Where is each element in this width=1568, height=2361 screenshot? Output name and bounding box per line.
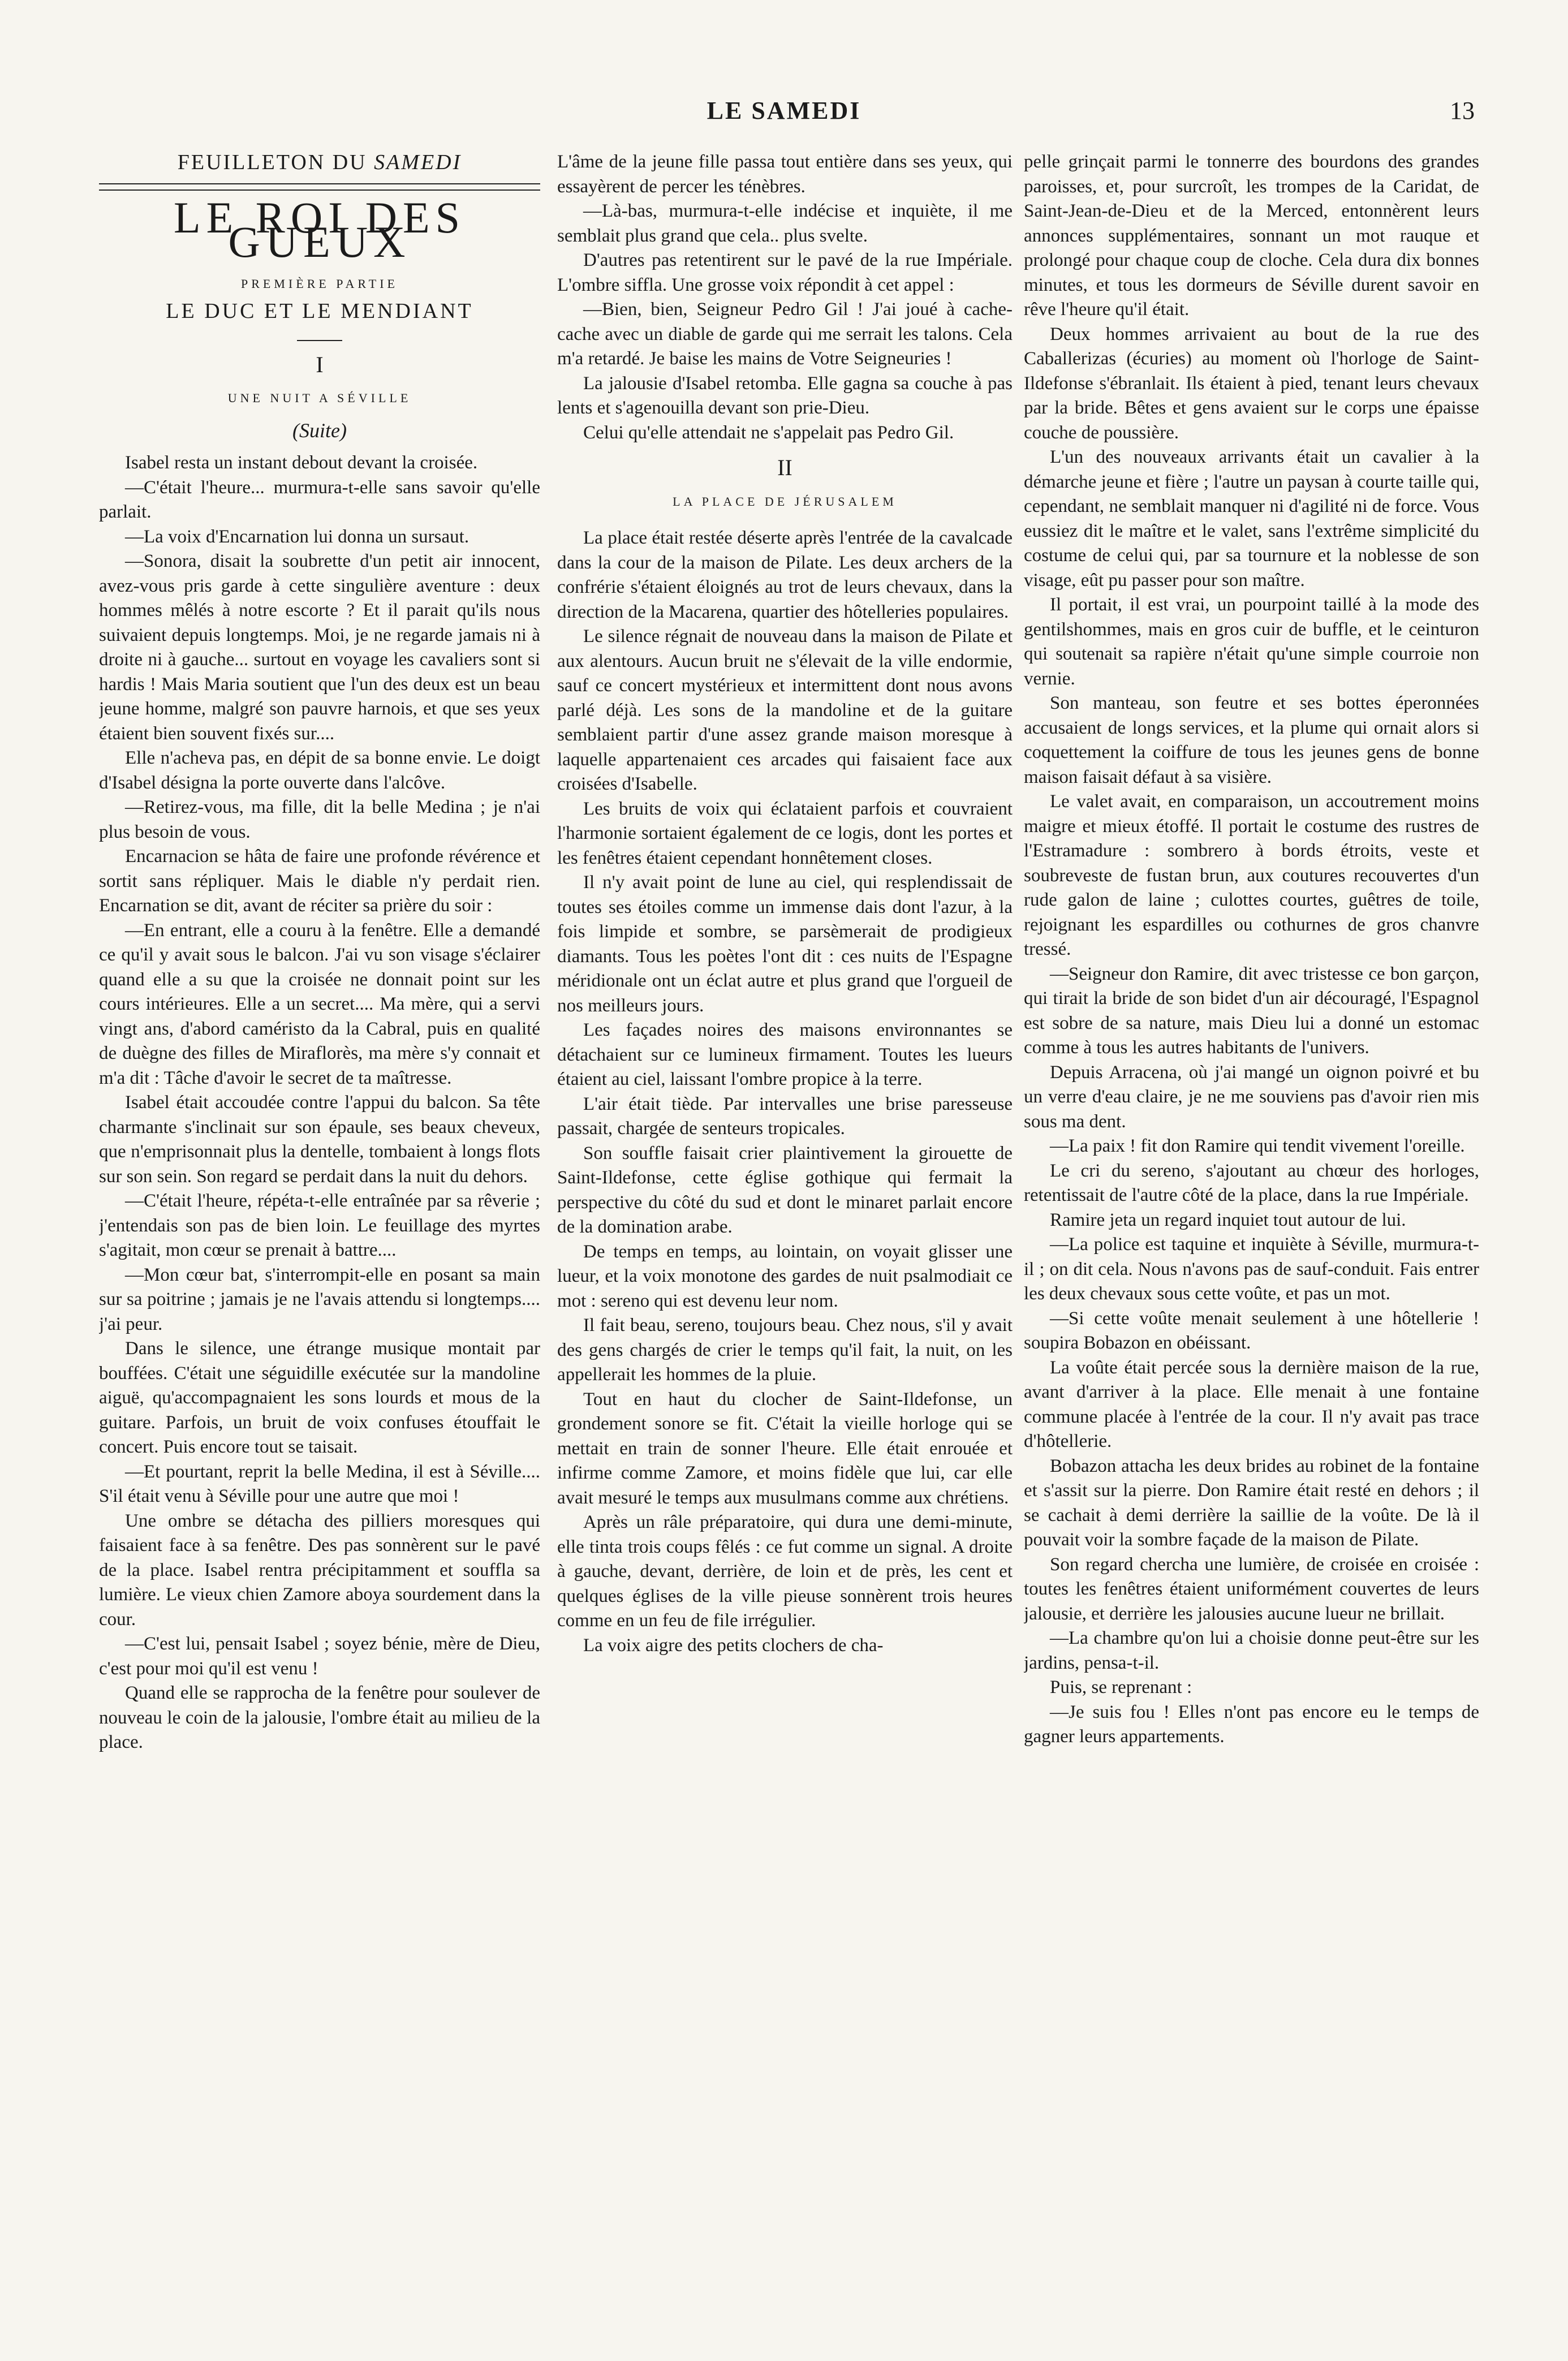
paragraph: —Là-bas, murmura-t-elle indécise et inquiète, il me semblait plus grand que cela.. plus svelte. bbox=[557, 201, 1013, 246]
paragraph: —Si cette voûte menait seulement à une hôtellerie ! soupira Bobazon en obéissant. bbox=[1024, 1308, 1479, 1353]
paragraph: —Seigneur don Ramire, dit avec tristesse ce bon garçon, qui tirait la bride de son bidet d'un air découragé, l'Espagnol est sobre de sa nature, mais Dieu lui a donné un estomac comme à tous les autres habitants de l'univers. bbox=[1024, 963, 1479, 1058]
running-title: LE SAMEDI bbox=[707, 97, 861, 124]
paragraph: Tout en haut du clocher de Saint-Ildefonse, un grondement sonore se fit. C'était la vieille horloge qui se mettait en train de sonner l'heure. Elle était enrouée et infirme comme Zamore, et moins fidèle que lui, car elle avait mesuré le temps aux musulmans comme aux chrétiens. bbox=[557, 1389, 1013, 1508]
chapter-title: UNE NUIT A SÉVILLE bbox=[227, 391, 412, 405]
paragraph: Bobazon attacha les deux brides au robinet de la fontaine et s'assit sur la pierre. Don Ramire était resté en dehors ; il se cachait à demi derrière la saillie de la voûte. De là il pouvait voir la sombre façade de la maison de Pilate. bbox=[1024, 1455, 1479, 1550]
feuilleton-heading bbox=[99, 150, 540, 175]
paragraph: La jalousie d'Isabel retomba. Elle gagna sa couche à pas lents et s'agenouilla devant son prie-Dieu. bbox=[557, 373, 1013, 418]
paragraph: —La chambre qu'on lui a choisie donne peut-être sur les jardins, pensa-t-il. bbox=[1024, 1628, 1479, 1673]
paragraph: La place était restée déserte après l'entrée de la cavalcade dans la cour de la maison de Pilate. Les deux archers de la confrérie s'étaient éloignés au trot de leurs chevaux, dans la direction de la Macarena, quartier des hôtelleries populaires. bbox=[557, 528, 1013, 622]
column-3-body bbox=[1024, 150, 1479, 1750]
chapter-number: II bbox=[777, 455, 792, 480]
paragraph: Depuis Arracena, où j'ai mangé un oignon poivré et bu un verre d'eau claire, je ne me souviens pas d'avoir rien mis sous ma dent. bbox=[1024, 1062, 1479, 1132]
paragraph: Isabel était accoudée contre l'appui du balcon. Sa tête charmante s'inclinait sur son épaule, ses beaux cheveux, que n'emprisonnait plus la dentelle, tombaient à longs flots sur son sein. Son regard se perdait dans la nuit du dehors. bbox=[99, 1092, 540, 1187]
paragraph: —Retirez-vous, ma fille, dit la belle Medina ; je n'ai plus besoin de vous. bbox=[99, 797, 540, 842]
serial-title: LE ROI DES GUEUX bbox=[174, 192, 466, 266]
short-divider bbox=[297, 340, 342, 341]
paragraph: Deux hommes arrivaient au bout de la rue des Caballerizas (écuries) au moment où l'horloge de Saint-Ildefonse s'ébranlait. Ils étaient à pied, tenant leurs chevaux par la bride. Bêtes et gens avaient sur le corps une épaisse couche de poussière. bbox=[1024, 324, 1479, 443]
page-number: 13 bbox=[1450, 97, 1475, 124]
chapter-title: LA PLACE DE JÉRUSALEM bbox=[673, 494, 897, 509]
paragraph: —Sonora, disait la soubrette d'un petit air innocent, avez-vous pris garde à cette singulière aventure : deux hommes mêlés à notre escorte ? Et il parait qu'ils nous suivaient depuis longtemps. Moi, je ne regarde jamais ni à droite ni à gauche... surtout en voyage les cavaliers sont si hardis ! Mais Maria soutient que l'un des deux est un beau jeune homme, malgré son pauvre harnois, et que ses yeux étaient bien souvent fixés sur.... bbox=[99, 551, 540, 744]
paragraph: Le cri du sereno, s'ajoutant au chœur des horloges, retentissait de l'autre côté de la place, dans la rue Impériale. bbox=[1024, 1160, 1479, 1205]
paragraph: L'air était tiède. Par intervalles une brise paresseuse passait, chargée de senteurs tropicales. bbox=[557, 1093, 1013, 1139]
paragraph: Après un râle préparatoire, qui dura une demi-minute, elle tinta trois coups fêlés : ce fut comme un signal. A droite à gauche, devant, derrière, de loin et de près, les cent et quelques églises de la ville pieuse sonnèrent trois heures comme en un feu de file irrégulier. bbox=[557, 1512, 1013, 1631]
title-rule bbox=[99, 183, 540, 191]
part-label: PREMIÈRE PARTIE bbox=[241, 276, 398, 291]
paragraph: —Bien, bien, Seigneur Pedro Gil ! J'ai joué à cache-cache avec un diable de garde qui me serrait les talons. Cela m'a retardé. Je baise les mains de Votre Seigneuries ! bbox=[557, 299, 1013, 369]
paragraph: Les façades noires des maisons environnantes se détachaient sur ce lumineux firmament. Toutes les lueurs étaient au ciel, laissant l'ombre propice à la terre. bbox=[557, 1020, 1013, 1089]
paragraph: —Mon cœur bat, s'interrompit-elle en posant sa main sur sa poitrine ; jamais je ne l'avais attendu si longtemps.... j'ai peur. bbox=[99, 1264, 540, 1334]
paragraph: pelle grinçait parmi le tonnerre des bourdons des grandes paroisses, et, pour surcroît, les trompes de la Caridat, de Saint-Jean-de-Dieu et de la Merced, entonnèrent leurs annonces supplémentaires, sonnant un mot rauque et prolongé pour chaque coup de cloche. Cela dura dix bonnes minutes, et tous les dormeurs de Séville durent savoir en rêve l'heure qu'il était. bbox=[1024, 152, 1479, 320]
paragraph: La voûte était percée sous la dernière maison de la rue, avant d'arriver à la place. Elle menait à une fontaine commune placée à l'entrée de la cour. Il n'y avait pas trace d'hôtellerie. bbox=[1024, 1357, 1479, 1451]
paragraph: Celui qu'elle attendait ne s'appelait pas Pedro Gil. bbox=[583, 422, 954, 443]
paragraph: —C'était l'heure... murmura-t-elle sans savoir qu'elle parlait. bbox=[99, 477, 540, 522]
paragraph: Ramire jeta un regard inquiet tout autour de lui. bbox=[1050, 1209, 1406, 1230]
paragraph: —C'est lui, pensait Isabel ; soyez bénie, mère de Dieu, c'est pour moi qu'il est venu ! bbox=[99, 1634, 540, 1679]
paragraph: —En entrant, elle a couru à la fenêtre. Elle a demandé ce qu'il y avait sous le balcon. J'ai vu son visage s'éclairer quand elle a su que la croisée ne donnait point sur les cours intérieures. Elle a un secret.... Ma mère, qui a servi vingt ans, d'abord caméristo da la Cabral, puis en qualité de duègne des filles de Miraflorès, ma mère s'y connait et m'a dit : Tâche d'avoir le secret de ta maîtresse. bbox=[99, 920, 540, 1088]
column-1-body bbox=[99, 451, 540, 1755]
paragraph: Le valet avait, en comparaison, un accoutrement moins maigre et mieux étoffé. Il portait le costume des rustres de l'Estramadure : sombrero à bords étroits, veste et soubreveste de fustan brun, aux coutures recouvertes d'un rude galon de laine ; culottes courtes, guêtres de toile, rejoignant les espardilles ou cothurnes de gros chanvre tressé. bbox=[1024, 791, 1479, 959]
paragraph: —Je suis fou ! Elles n'ont pas encore eu le temps de gagner leurs appartements. bbox=[1024, 1701, 1479, 1747]
part-title: LE DUC ET LE MENDIANT bbox=[166, 299, 473, 323]
paragraph: L'un des nouveaux arrivants était un cavalier à la démarche jeune et fière ; l'autre un paysan à courte taille qui, cependant, ne semblait manquer ni d'agilité ni de force. Vous eussiez dit le maître et le valet, sans l'extrême simplicité du costume de celui qui, par sa tournure et la noblesse de son visage, eût pu passer pour son maître. bbox=[1024, 447, 1479, 591]
paragraph: L'âme de la jeune fille passa tout entière dans ses yeux, qui essayèrent de percer les ténèbres. bbox=[557, 152, 1013, 197]
paragraph: Une ombre se détacha des pilliers moresques qui faisaient face à sa fenêtre. Des pas sonnèrent sur le pavé de la place. Isabel rentra précipitamment et souffla sa lumière. Le vieux chien Zamore aboya sourdement dans la cour. bbox=[99, 1510, 540, 1630]
paragraph: Il fait beau, sereno, toujours beau. Chez nous, s'il y avait des gens chargés de crier le temps qu'il fait, la nuit, on les appellerait les hommes de la pluie. bbox=[557, 1315, 1013, 1385]
suite-label: (Suite) bbox=[292, 419, 347, 442]
paragraph: Son regard chercha une lumière, de croisée en croisée : toutes les fenêtres étaient uniformément couvertes de leurs jalousie, et derrière les jalousies aucune lueur ne brillait. bbox=[1024, 1554, 1479, 1624]
paragraph: Son manteau, son feutre et ses bottes éperonnées accusaient de longs services, et la plume qui ornait alors si coquettement la coiffure de tous les jeunes gens de bonne maison faisait défaut à sa visière. bbox=[1024, 693, 1479, 787]
column-1 bbox=[99, 148, 540, 2298]
paragraph: —C'était l'heure, répéta-t-elle entraînée par sa rêverie ; j'entendais son pas de bien loin. Le feuillage des myrtes s'agitait, mon cœur se prenait à battre.... bbox=[99, 1191, 540, 1260]
paragraph: —La police est taquine et inquiète à Séville, murmura-t-il ; on dit cela. Nous n'avons pas de sauf-conduit. Fais entrer les deux chevaux sous cette voûte, et pas un mot. bbox=[1024, 1234, 1479, 1304]
paragraph: Le silence régnait de nouveau dans la maison de Pilate et aux alentours. Aucun bruit ne s'élevait de la ville endormie, sauf ce concert mystérieux et intermittent dont nous avons parlé déjà. Les sons de la mandoline et de la guitare semblaient partir d'une assez grande maison moresque à laquelle appartenaient ces arcades qui faisaient face aux croisées d'Isabelle. bbox=[557, 626, 1013, 794]
feuilleton-label-italic: SAMEDI bbox=[374, 150, 462, 174]
paragraph: Il n'y avait point de lune au ciel, qui resplendissait de toutes ses étoiles comme un immense dais dont l'azur, à la fois limpide et sombre, se parsèmerait de prodigieux diamants. Tous les poètes l'ont dit : ces nuits de l'Espagne méridionale ont un éclat autre et plus grand que l'orgueil de nos meilleurs jours. bbox=[557, 872, 1013, 1016]
paragraph: Elle n'acheva pas, en dépit de sa bonne envie. Le doigt d'Isabel désigna la porte ouverte dans l'alcôve. bbox=[99, 748, 540, 793]
paragraph: Son souffle faisait crier plaintivement la girouette de Saint-Ildefonse, cette église gothique qui fermait la perspective du côté du sud et dont le minaret parlait encore de la domination arabe. bbox=[557, 1143, 1013, 1237]
paragraph: —Et pourtant, reprit la belle Medina, il est à Séville.... S'il était venu à Séville pour une autre que moi ! bbox=[99, 1461, 540, 1506]
paragraph: D'autres pas retentirent sur le pavé de la rue Impériale. L'ombre siffla. Une grosse voix répondit à cet appel : bbox=[557, 250, 1013, 295]
paragraph: —La paix ! fit don Ramire qui tendit vivement l'oreille. bbox=[1050, 1136, 1465, 1156]
column-2-body-after bbox=[557, 526, 1013, 1658]
paragraph: Dans le silence, une étrange musique montait par bouffées. C'était une séguidille exécutée sur la mandoline aiguë, qu'accompagnaient les sons lourds et mous de la guitare. Parfois, un bruit de voix confuses étouffait le concert. Puis encore tout se taisait. bbox=[99, 1338, 540, 1457]
paragraph: La voix aigre des petits clochers de cha- bbox=[583, 1635, 884, 1656]
paragraph: Isabel resta un instant debout devant la croisée. bbox=[125, 453, 478, 473]
paragraph: Encarnacion se hâta de faire une profonde révérence et sortit sans répliquer. Mais le diable n'y perdait rien. Encarnation se dit, avant de réciter sa prière du soir : bbox=[99, 846, 540, 916]
paragraph: Quand elle se rapprocha de la fenêtre pour soulever de nouveau le coin de la jalousie, l'ombre était au milieu de la place. bbox=[99, 1683, 540, 1752]
paragraph: Les bruits de voix qui éclataient parfois et couvraient l'harmonie sortaient également de ce logis, dont les portes et les fenêtres étaient cependant honnêtement closes. bbox=[557, 798, 1013, 868]
feuilleton-label: FEUILLETON DU bbox=[177, 150, 367, 174]
paragraph: Puis, se reprenant : bbox=[1050, 1677, 1192, 1697]
chapter-number: I bbox=[316, 351, 324, 377]
column-2 bbox=[557, 150, 1013, 2299]
paragraph: —La voix d'Encarnation lui donna un sursaut. bbox=[125, 526, 469, 547]
paragraph: Il portait, il est vrai, un pourpoint taillé à la mode des gentilshommes, mais en gros cuir de buffle, et le ceinturon qui soutenait sa rapière n'était qu'une simple courroie non vernie. bbox=[1024, 594, 1479, 689]
paragraph: De temps en temps, au lointain, on voyait glisser une lueur, et la voix monotone des gardes de nuit psalmodiait ce mot : sereno qui est devenu leur nom. bbox=[557, 1241, 1013, 1311]
chapter-2-heading bbox=[557, 455, 1013, 514]
column-3 bbox=[1024, 150, 1479, 2299]
column-2-body-before bbox=[557, 150, 1013, 445]
